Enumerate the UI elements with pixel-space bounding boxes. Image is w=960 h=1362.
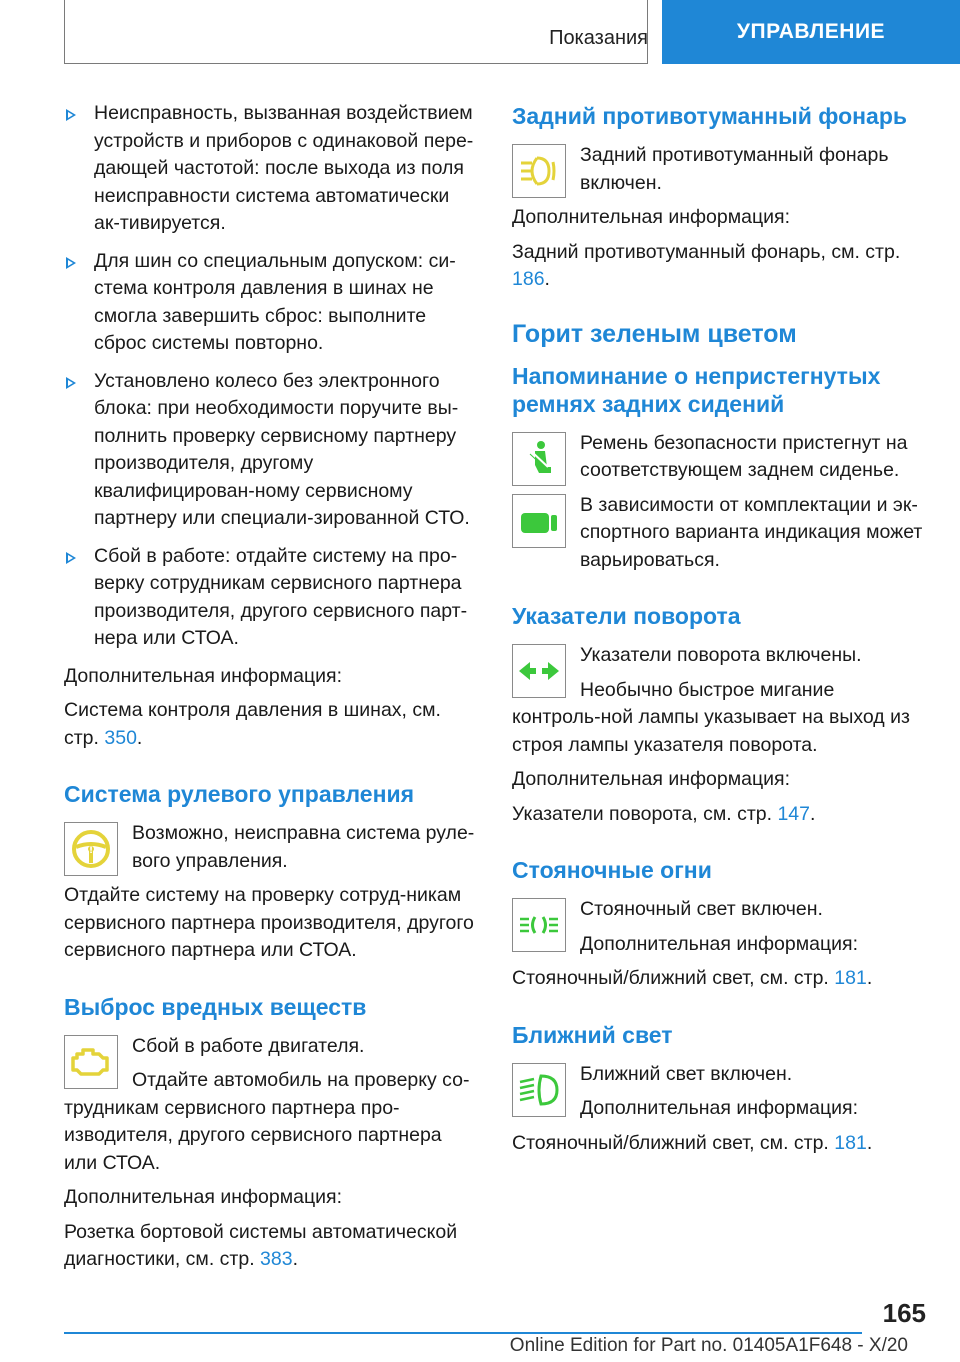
belt-block: Ремень безопасности пристегнут на соответствующем заднем сиденье. В зависимости от комплектации и эк-спортного варианта индикация может варьироваться. — [512, 430, 926, 575]
page-link[interactable]: 181 — [834, 1131, 867, 1154]
svg-text:!: ! — [88, 846, 94, 856]
parking-light-icon — [512, 898, 566, 952]
rear-fog-block: Задний противотуманный фонарь включен. Дополнительная информация: — [512, 144, 889, 228]
list-item: Для шин со специальным допуском: си-стема контроля давления в шинах не смогла завершить сброс: выполните сброс системы повторно. — [64, 248, 478, 358]
list-item: Неисправность, вызванная воздействием устройств и приборов с одинаковой пере-дающей частотой: после выхода из поля неисправности система автоматически ак-тивируется. — [64, 100, 478, 238]
check-engine-icon — [64, 1035, 118, 1089]
section-title-green: Горит зеленым цветом — [512, 319, 797, 348]
section-title-parking: Стояночные огни — [512, 857, 712, 883]
footer-edition: Online Edition for Part no. 01405A1F648 - X/20 — [509, 1335, 908, 1356]
header-section-title: Показания — [549, 27, 648, 49]
low-beam-reference: Стояночный/ближний свет, см. стр. 181. — [512, 1131, 873, 1154]
triangle-bullet-icon — [66, 552, 76, 564]
page-number: 165 — [882, 1298, 926, 1328]
turn-reference: Указатели поворота, см. стр. 147. — [512, 802, 816, 825]
rear-fog-reference: Задний противотуманный фонарь, см. стр. 186. — [512, 240, 901, 290]
list-item: Сбой в работе: отдайте систему на про-верку сотрудникам сервисного партнера производителя, другого сервисного парт-нера или СТОА. — [64, 543, 478, 653]
triangle-bullet-icon — [66, 109, 76, 121]
seatbelt-indicator-icon — [512, 494, 566, 548]
left-column — [64, 100, 478, 1281]
emissions-block: Сбой в работе двигателя. Отдайте автомобиль на проверку со-трудникам сервисного партнера про-изводителя, другого сервисного партнера или СТОА. — [64, 1034, 470, 1174]
turn-block: Указатели поворота включены. Необычно быстрое мигание контроль-ной лампы указывает на выход из строя лампы указателя поворота. — [512, 644, 910, 756]
section-title-low-beam: Ближний свет — [512, 1021, 673, 1048]
parking-block: Стояночный свет включен. Дополнительная информация: — [512, 896, 926, 958]
list-item: Установлено колесо без электронного блока: при необходимости поручите вы-полнить проверку сервисному партнеру производителя, другому квалифицирован-ному сервисному партнеру или специали-зированной СТО. — [64, 368, 478, 533]
triangle-bullet-icon — [66, 377, 76, 389]
section-title-turn: Указатели поворота — [512, 603, 741, 629]
page-link[interactable]: 383 — [260, 1248, 293, 1270]
section-title-rear-fog: Задний противотуманный фонарь — [512, 103, 908, 129]
page-link[interactable]: 186 — [512, 268, 545, 290]
triangle-bullet-icon — [66, 257, 76, 269]
steering-block: ! Возможно, неисправна система руле-вого управления. Отдайте систему на проверку сотруд-никам сервисного партнера производителя, другого сервисного партнера или СТОА. — [64, 822, 475, 961]
header-chapter-tab[interactable]: УПРАВЛЕНИЕ — [662, 0, 960, 64]
steering-warning-icon — [64, 822, 118, 876]
more-info-label: Дополнительная информация: — [512, 768, 791, 790]
more-info-label: Дополнительная информация: — [64, 1186, 343, 1208]
turn-signal-icon — [512, 644, 566, 698]
page-link[interactable]: 147 — [777, 802, 810, 825]
footer-divider — [64, 1332, 862, 1334]
tpms-reference: Система контроля давления в шинах, см. стр. 350. — [64, 699, 441, 749]
low-beam-block: Ближний свет включен. Дополнительная информация: — [512, 1061, 926, 1123]
section-title-emissions: Выброс вредных веществ — [64, 993, 367, 1020]
obd-reference: Розетка бортовой системы автоматической диагностики, см. стр. 383. — [64, 1220, 458, 1270]
page-link[interactable]: 350 — [104, 726, 137, 749]
section-title-belt: Напоминание о непристегнутых ремнях задних сидений — [512, 362, 881, 417]
right-column — [512, 100, 926, 1164]
rear-fog-light-icon — [512, 144, 566, 198]
section-title-steering: Система рулевого управления — [64, 781, 415, 807]
seatbelt-icon — [512, 432, 566, 486]
low-beam-icon — [512, 1063, 566, 1117]
page-link[interactable]: 181 — [834, 967, 867, 989]
more-info-label: Дополнительная информация: — [64, 664, 343, 687]
parking-reference: Стояночный/ближний свет, см. стр. 181. — [512, 967, 873, 989]
